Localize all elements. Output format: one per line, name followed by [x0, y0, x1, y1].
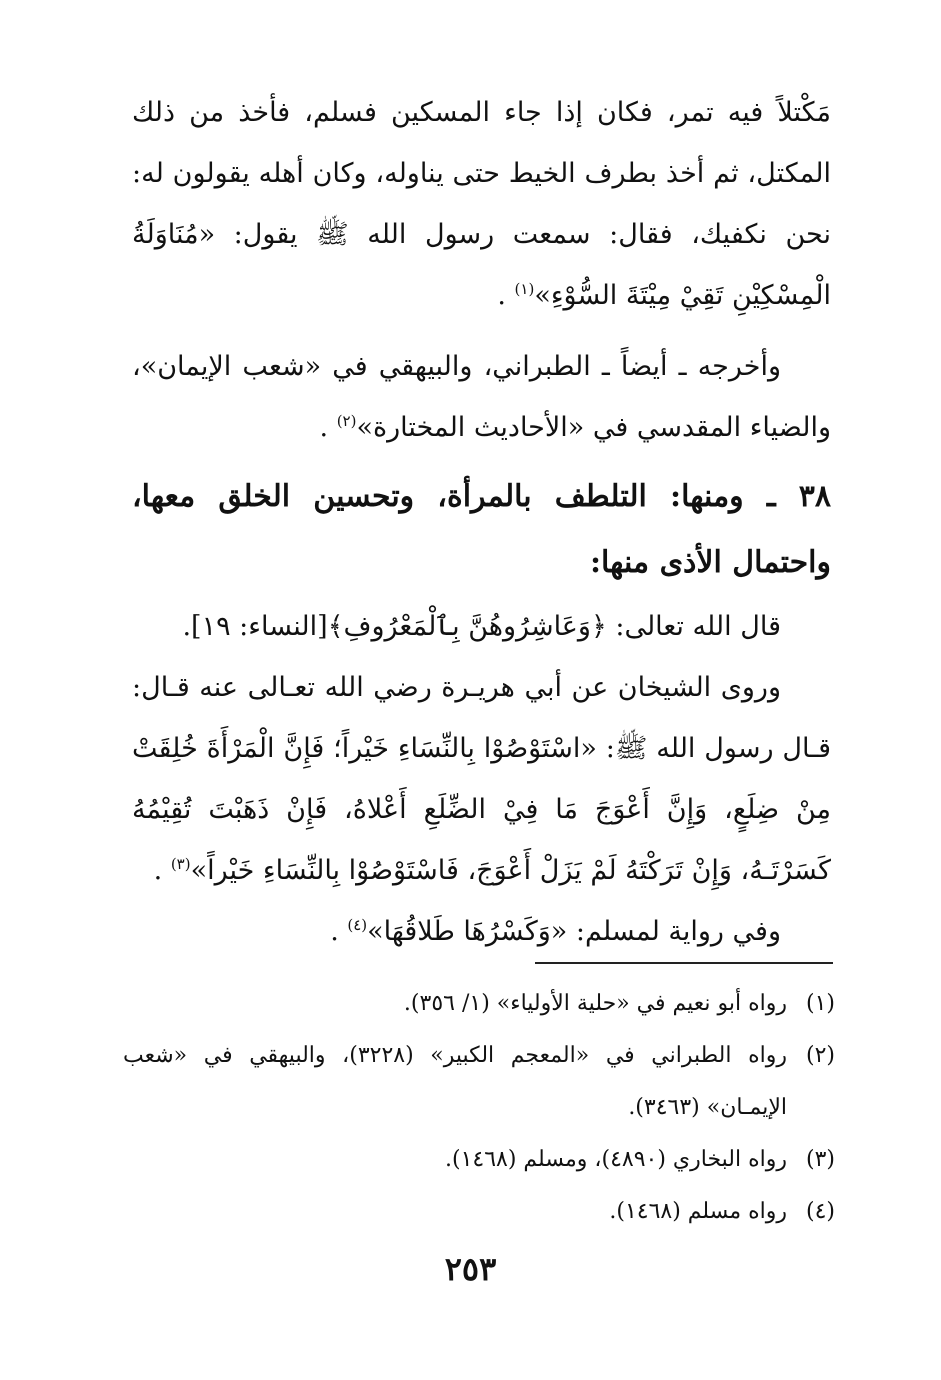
full-stop: . — [330, 916, 339, 947]
footnote-item — [123, 1186, 835, 1238]
full-stop: . — [153, 855, 163, 886]
footnote-item — [123, 978, 835, 1030]
full-stop: . — [497, 280, 506, 311]
paragraph-hadith-miskin — [132, 82, 831, 326]
footnote-text: رواه الطبراني في «المعجم الكبير» (٣٢٢٨)، والبيهقي في «شعب الإيمـان» (٣٤٦٣). — [123, 1043, 788, 1120]
paragraph-text: وأخرجه ـ أيضاً ـ الطبراني، والبيهقي في «شعب الإيمان»، والضياء المقدسي في «الأحاديث المختارة» — [132, 351, 831, 443]
full-stop: . — [319, 412, 329, 443]
paragraph-text: وروى الشيخان عن أبي هريـرة رضي الله تعـالى عنه قـال: قـال رسول الله ﷺ: «اسْتَوْصُوْا بِالنِّسَاءِ خَيْراً؛ فَإِنَّ الْمَرْأَةَ خُلِقَتْ مِنْ ضِلَعٍ، وَإِنَّ أَعْوَجَ مَا فِيْ الضِّلَعِ أَعْلاهُ، فَإِنْ ذَهَبْتَ تُقِيْمُهُ كَسَرْتَـهُ، وَإِنْ تَرَكْتَهُ لَمْ يَزَلْ أَعْوَجَ، فَاسْتَوْصُوْا بِالنِّسَاءِ خَيْراً» — [132, 672, 831, 886]
footnote-separator — [535, 962, 833, 964]
footnote-text: رواه البخاري (٤٨٩٠)، ومسلم (١٤٦٨). — [445, 1147, 787, 1172]
footnote-number: (١) — [805, 991, 835, 1016]
footnote-number: (٤) — [805, 1199, 835, 1224]
footnote-ref: (٢) — [336, 412, 357, 430]
footnote-item — [123, 1030, 835, 1134]
page-number: ٢٥٣ — [444, 1250, 497, 1288]
footnote-ref: (١) — [514, 280, 535, 298]
section-heading: ٣٨ ـ ومنها: التلطف بالمرأة، وتحسين الخلق معها، واحتمال الأذى منها: — [132, 479, 831, 580]
paragraph-quran-verse: قال الله تعالى: ﴿وَعَاشِرُوهُنَّ بِٱلْمَعْرُوفِ﴾[النساء: ١٩]. — [182, 611, 781, 642]
footnote-number: (٢) — [805, 1043, 835, 1068]
footnote-ref: (٣) — [170, 855, 191, 873]
paragraph-text: وفي رواية لمسلم: «وَكَسْرُهَا طَلاقُهَا» — [367, 916, 781, 947]
footnote-text: رواه مسلم (١٤٦٨). — [609, 1199, 787, 1224]
footnote-ref: (٤) — [347, 916, 368, 934]
paragraph-text: مَكْتلاً فيه تمر، فكان إذا جاء المسكين فسلم، فأخذ من ذلك المكتل، ثم أخذ بطرف الخيط حتى يناوله، وكان أهله يقولون له: نحن نكفيك، فقال: سمعت رسول الله ﷺ يقول: «مُنَاوَلَةُ الْمِسْكِيْنِ تَقِيْ مِيْتَةَ السُّوْءِ» — [132, 97, 831, 311]
paragraph-takhrij — [132, 336, 831, 458]
paragraph-muslim-riwaya — [132, 901, 831, 962]
footnote-text: رواه أبو نعيم في «حلية الأولياء» (١/ ٣٥٦). — [403, 991, 787, 1016]
footnote-number: (٣) — [805, 1147, 835, 1172]
footnotes — [123, 978, 835, 1238]
footnote-item — [123, 1134, 835, 1186]
paragraph-hadith-nisa — [132, 657, 831, 901]
